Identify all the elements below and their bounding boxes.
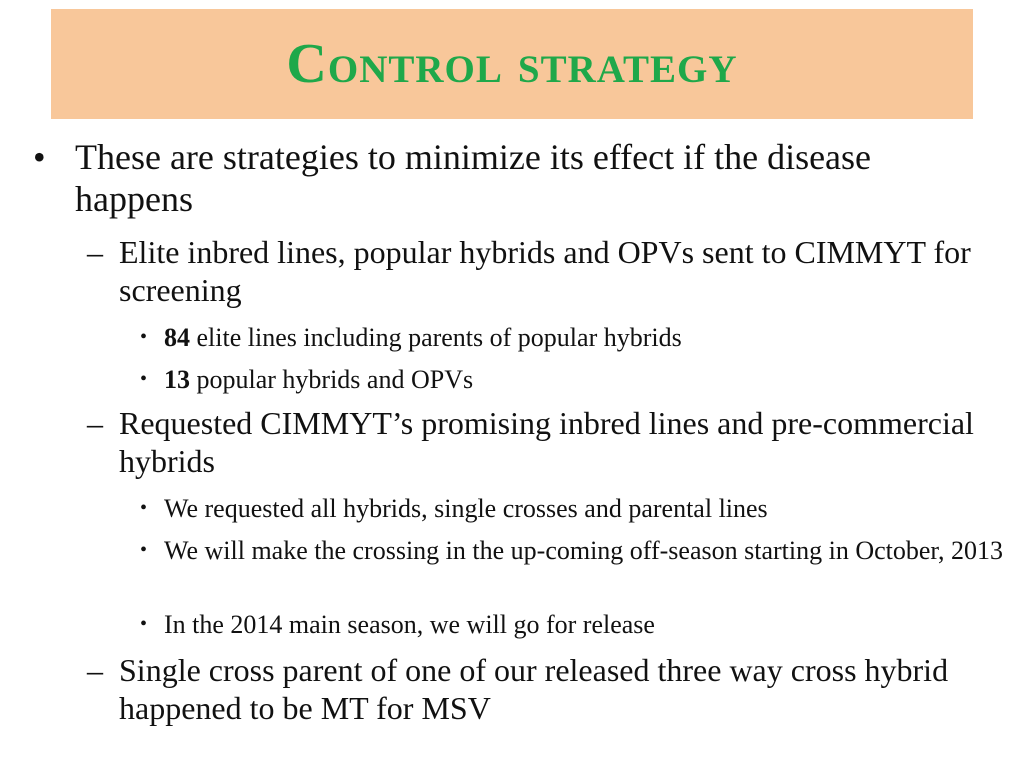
bullet-level2-single-cross <box>87 651 999 727</box>
bullet-text: Single cross parent of one of our released three way cross hybrid happened to be MT for MSV <box>119 652 949 726</box>
bullet-text: These are strategies to minimize its effect if the disease happens <box>75 137 872 219</box>
count-value: 13 <box>164 365 190 394</box>
bullet-text: We will make the crossing in the up-coming off-season starting in October, 2013 <box>164 536 1004 565</box>
dash-icon: – <box>87 652 103 688</box>
bullet-level3-13-hybrids <box>140 364 1004 395</box>
bullet-text: elite lines including parents of popular hybrids <box>190 323 682 352</box>
bullet-icon: • <box>140 326 148 348</box>
dash-icon: – <box>87 405 103 441</box>
bullet-icon: • <box>140 613 148 635</box>
slide-title: Control strategy <box>286 33 738 95</box>
bullet-icon: • <box>140 497 148 519</box>
dash-icon: – <box>87 234 103 270</box>
bullet-text: In the 2014 main season, we will go for release <box>164 610 655 639</box>
bullet-level3-requested-all <box>140 493 1004 524</box>
bullet-text: Elite inbred lines, popular hybrids and OPVs sent to CIMMYT for screening <box>119 234 971 308</box>
bullet-text: popular hybrids and OPVs <box>190 365 474 394</box>
count-value: 84 <box>164 323 190 352</box>
bullet-icon: • <box>140 539 148 561</box>
bullet-icon: • <box>140 368 148 390</box>
bullet-level2-elite-lines <box>87 233 999 309</box>
bullet-text: We requested all hybrids, single crosses and parental lines <box>164 494 768 523</box>
bullet-level3-84-lines <box>140 322 1004 353</box>
bullet-level1-strategies <box>33 136 995 220</box>
bullet-level3-2014-release <box>140 609 1004 640</box>
bullet-icon: • <box>33 137 46 177</box>
bullet-level3-crossing <box>140 535 1004 566</box>
bullet-level2-requested-cimmyt <box>87 404 999 480</box>
bullet-text: Requested CIMMYT’s promising inbred lines and pre-commercial hybrids <box>119 405 974 479</box>
